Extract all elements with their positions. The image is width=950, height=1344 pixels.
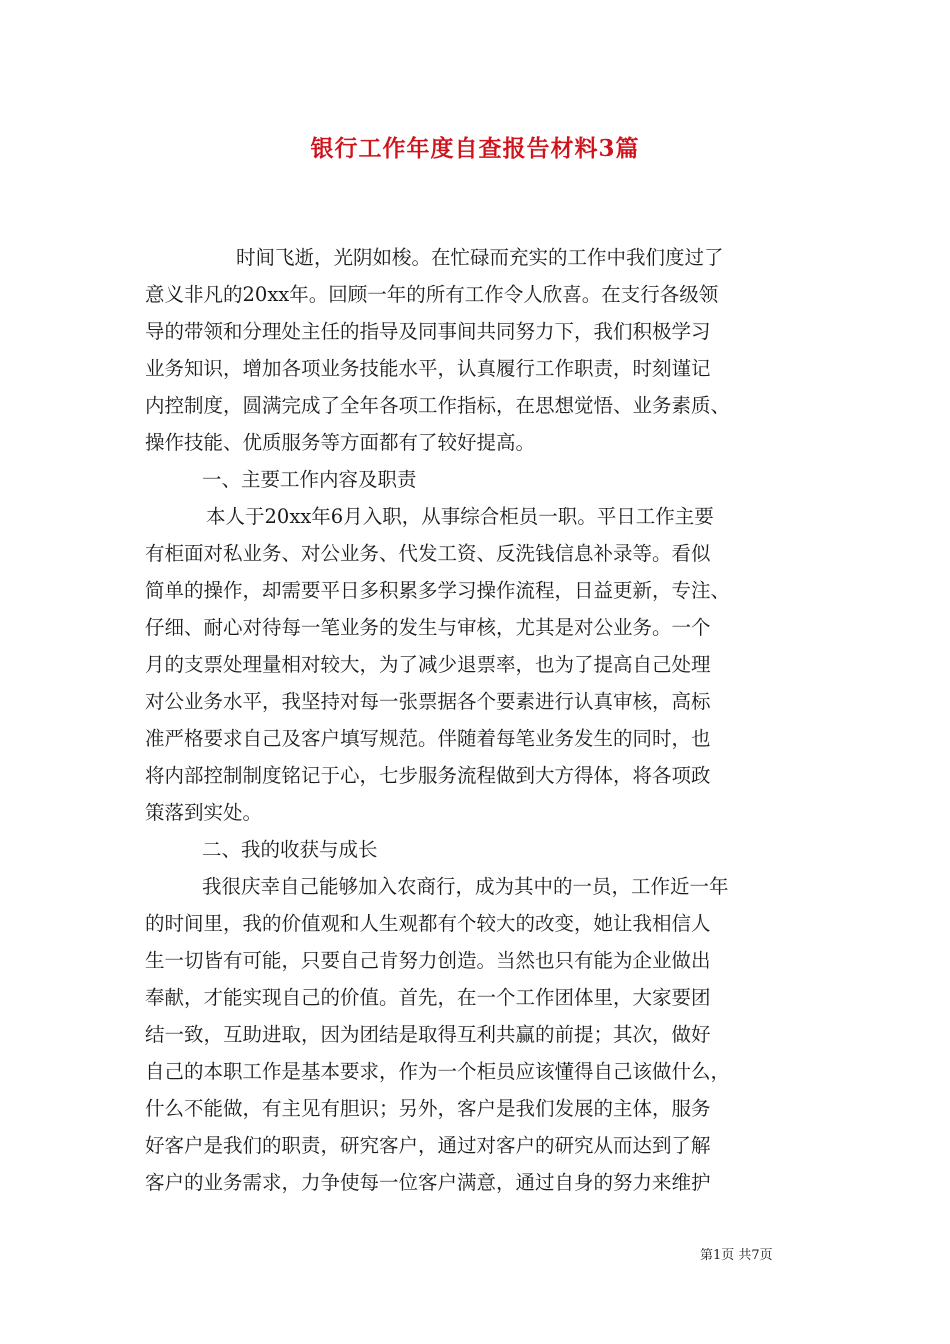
body-line: 对公业务水平，我坚持对每一张票据各个要素进行认真审核，高标 bbox=[145, 690, 711, 713]
body-line: 将内部控制制度铭记于心，七步服务流程做到大方得体，将各项政 bbox=[145, 764, 711, 787]
body-line: 准严格要求自己及客户填写规范。伴随着每笔业务发生的同时，也 bbox=[145, 727, 711, 750]
body-line: 有柜面对私业务、对公业务、代发工资、反洗钱信息补录等。看似 bbox=[145, 542, 711, 565]
body-line: 自己的本职工作是基本要求，作为一个柜员应该懂得自己该做什么， bbox=[145, 1060, 731, 1083]
body-line: 导的带领和分理处主任的指导及同事间共同努力下，我们积极学习 bbox=[145, 320, 711, 343]
body-line: 结一致，互助进取，因为团结是取得互利共赢的前提；其次，做好 bbox=[145, 1023, 711, 1046]
section-heading: 二、我的收获与成长 bbox=[202, 838, 378, 861]
body-line: 意义非凡的20xx年。回顾一年的所有工作令人欣喜。在支行各级领 bbox=[145, 283, 719, 306]
body-line: 月的支票处理量相对较大，为了减少退票率，也为了提高自己处理 bbox=[145, 653, 711, 676]
body-line: 内控制度，圆满完成了全年各项工作指标，在思想觉悟、业务素质、 bbox=[145, 394, 731, 417]
body-line: 简单的操作，却需要平日多积累多学习操作流程，日益更新，专注、 bbox=[145, 579, 731, 602]
page-number-footer: 第1页 共7页 bbox=[700, 1248, 773, 1263]
body-line: 生一切皆有可能，只要自己肯努力创造。当然也只有能为企业做出 bbox=[145, 949, 711, 972]
body-line: 我很庆幸自己能够加入农商行，成为其中的一员，工作近一年 bbox=[202, 875, 729, 898]
body-line: 仔细、耐心对待每一笔业务的发生与审核，尤其是对公业务。一个 bbox=[145, 616, 711, 639]
body-line: 时间飞逝，光阴如梭。在忙碌而充实的工作中我们度过了 bbox=[236, 246, 724, 269]
body-line: 什么不能做，有主见有胆识；另外，客户是我们发展的主体，服务 bbox=[145, 1097, 711, 1120]
body-line: 好客户是我们的职责，研究客户，通过对客户的研究从而达到了解 bbox=[145, 1134, 711, 1157]
body-line: 奉献，才能实现自己的价值。首先，在一个工作团体里，大家要团 bbox=[145, 986, 711, 1009]
document-title: 银行工作年度自查报告材料3篇 bbox=[310, 135, 640, 162]
body-line: 策落到实处。 bbox=[145, 801, 263, 824]
section-heading: 一、主要工作内容及职责 bbox=[202, 468, 417, 491]
body-line: 操作技能、优质服务等方面都有了较好提高。 bbox=[145, 431, 536, 454]
body-line: 本人于20xx年6月入职，从事综合柜员一职。平日工作主要 bbox=[206, 505, 714, 528]
body-line: 业务知识，增加各项业务技能水平，认真履行工作职责，时刻谨记 bbox=[145, 357, 711, 380]
body-line: 的时间里，我的价值观和人生观都有个较大的改变，她让我相信人 bbox=[145, 912, 711, 935]
body-line: 客户的业务需求，力争使每一位客户满意，通过自身的努力来维护 bbox=[145, 1171, 711, 1194]
